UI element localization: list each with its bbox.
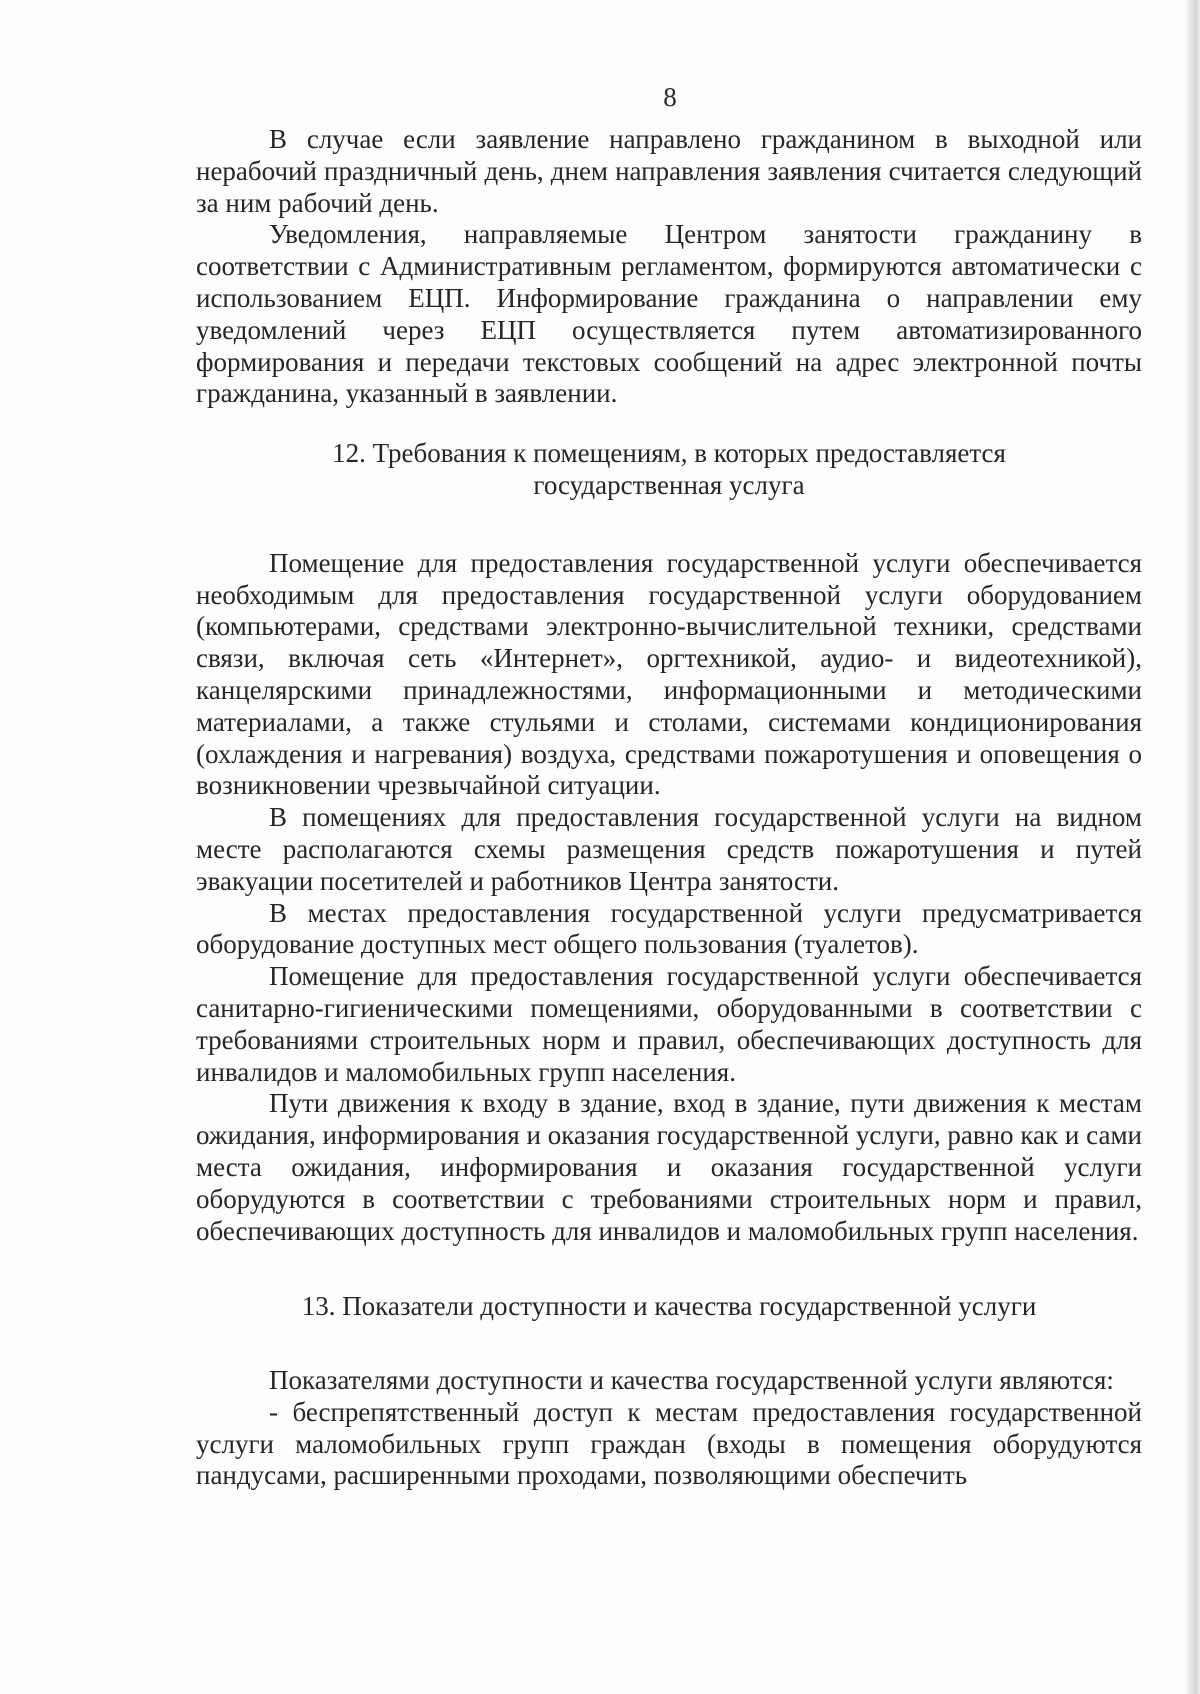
section-12-heading-line2: государственная услуга [533, 469, 805, 500]
paragraph-weekend-submission: В случае если заявление направлено гражданином в выходной или нерабочий праздничный день, днем направления заявления считается следующий за ним рабочий день. [196, 124, 1142, 218]
page-number: 8 [663, 82, 677, 112]
paragraph-public-facilities: В местах предоставления государственной услуги предусматривается оборудование доступных мест общего пользования (туалетов). [196, 897, 1142, 960]
paragraph-premises-equipment: Помещение для предоставления государственной услуги обеспечивается необходимым для предоставления государственной услуги оборудованием (компьютерами, средствами электронно-вычислительной техники, средствами связи, включая сеть «Интернет», оргтехникой, аудио- и видеотехникой), канцелярскими принадлежностями, информационными и методическими материалами, а также стульями и столами, системами кондиционирования (охлаждения и нагревания) воздуха, средствами пожаротушения и оповещения о возникновении чрезвычайной ситуации. [196, 547, 1142, 801]
paragraph-sanitary-premises: Помещение для предоставления государственной услуги обеспечивается санитарно-гигиеническими помещениями, оборудованными в соответствии с требованиями строительных норм и правил, обеспечивающих доступность для инвалидов и маломобильных групп населения. [196, 961, 1142, 1087]
paragraph-evacuation-schemes: В помещениях для предоставления государственной услуги на видном месте располагаются схемы размещения средств пожаротушения и путей эвакуации посетителей и работников Центра занятости. [196, 802, 1142, 896]
paragraph-indicators-intro: Показателями доступности и качества государственной услуги являются: [269, 1365, 1114, 1396]
paragraph-notifications: Уведомления, направляемые Центром занятости гражданину в соответствии с Административным регламентом, формируются автоматически с использованием ЕЦП. Информирование гражданина о направлении ему уведомлений через ЕЦП осуществляется путем автоматизированного формирования и передачи текстовых сообщений на адрес электронной почты гражданина, указанный в заявлении. [196, 219, 1142, 409]
document-body [196, 124, 1142, 1492]
scan-edge-shadow [1186, 0, 1200, 1694]
section-13-heading: 13. Показатели доступности и качества государственной услуги [301, 1291, 1037, 1322]
section-12-heading-line1: 12. Требования к помещениям, в которых предоставляется [332, 438, 1006, 469]
paragraph-barrier-free-access: - беспрепятственный доступ к местам предоставления государственной услуги маломобильных групп граждан (входы в помещения оборудуются пандусами, расширенными проходами, позволяющими обеспечить [196, 1396, 1142, 1491]
paragraph-access-routes: Пути движения к входу в здание, вход в здание, пути движения к местам ожидания, информирования и оказания государственной услуги, равно как и сами места ожидания, информирования и оказания государственной услуги оборудуются в соответствии с требованиями строительных норм и правил, обеспечивающих доступность для инвалидов и маломобильных групп населения. [196, 1088, 1142, 1246]
